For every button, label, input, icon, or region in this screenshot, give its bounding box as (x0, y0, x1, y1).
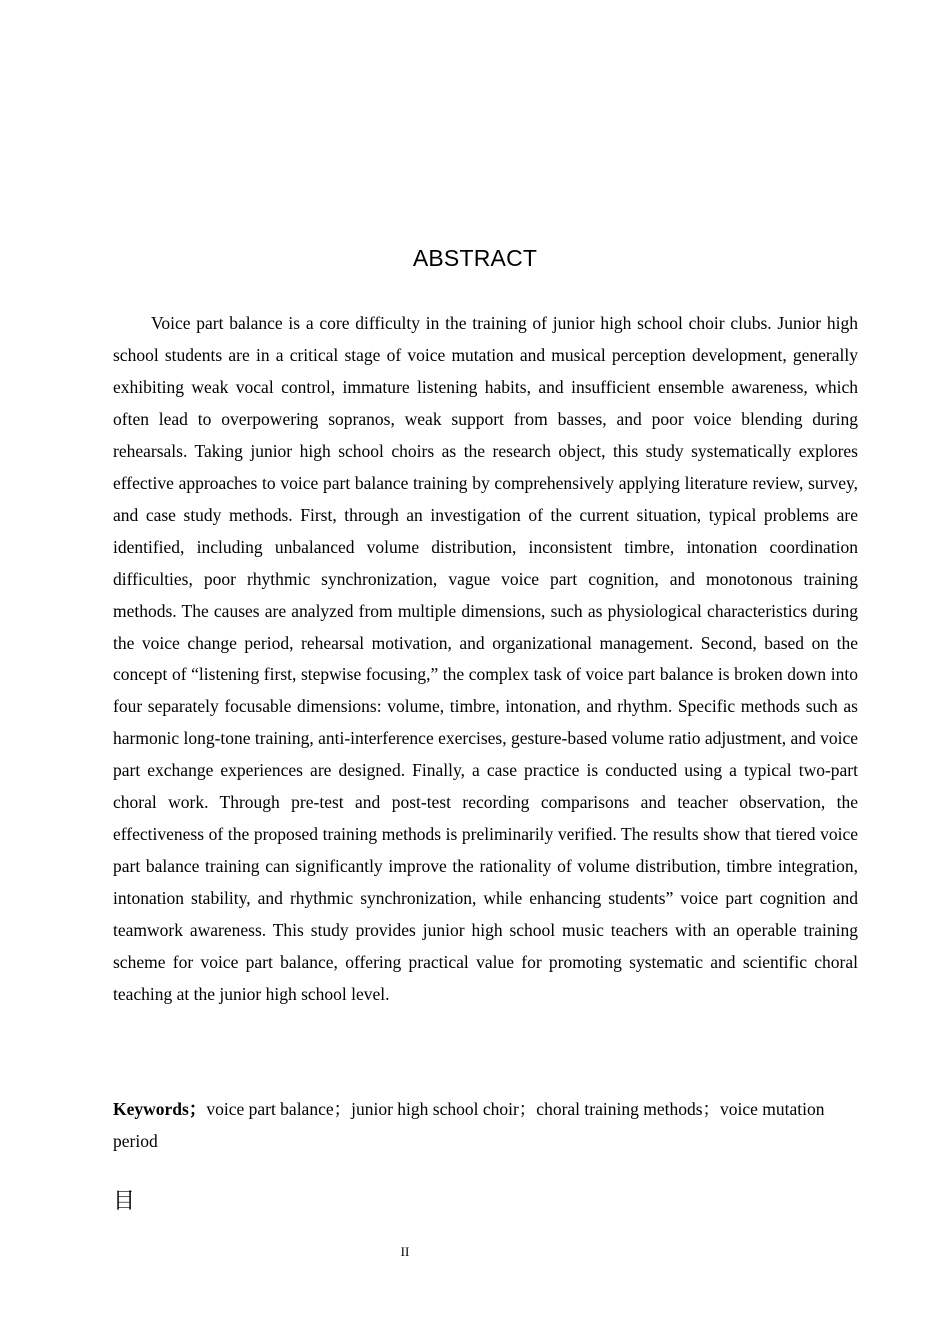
page-number: II (400, 1244, 410, 1259)
abstract-body: Voice part balance is a core difficulty in the training of junior high school choir clubs. Junior high school students are in a critical stage of voice mutation and musical perception development, generally exhibiting weak vocal control, immature listening habits, and insufficient ensemble awareness, which often lead to overpowering sopranos, weak support from basses, and poor voice blending during rehearsals. Taking junior high school choirs as the research object, this study systematically explores effective approaches to voice part balance training by comprehensively applying literature review, survey, and case study methods. First, through an investigation of the current situation, typical problems are identified, including unbalanced volume distribution, inconsistent timbre, intonation coordination difficulties, poor rhythmic synchronization, vague voice part cognition, and monotonous training methods. The causes are analyzed from multiple dimensions, such as physiological characteristics during the voice change period, rehearsal motivation, and organizational management. Second, based on the concept of “listening first, stepwise focusing,” the complex task of voice part balance is broken down into four separately focusable dimensions: volume, timbre, intonation, and rhythm. Specific methods such as harmonic long-tone training, anti-interference exercises, gesture-based volume ratio adjustment, and voice part exchange experiences are designed. Finally, a case practice is conducted using a typical two-part choral work. Through pre-test and post-test recording comparisons and teacher observation, the effectiveness of the proposed training methods is preliminarily verified. The results show that tiered voice part balance training can significantly improve the rationality of volume distribution, timbre integration, intonation stability, and rhythmic synchronization, while enhancing students” voice part cognition and teamwork awareness. This study provides junior high school music teachers with an operable training scheme for voice part balance, offering practical value for promoting systematic and scientific choral teaching at the junior high school level. (113, 313, 858, 1005)
table-of-contents-heading: 目 (113, 1189, 136, 1214)
keywords-label: Keywords； (113, 1099, 207, 1119)
keywords-text: voice part balance；junior high school choir；choral training methods；voice mutation period (113, 1099, 825, 1151)
keywords-line (113, 1093, 858, 1157)
abstract-title: ABSTRACT (412, 245, 538, 271)
